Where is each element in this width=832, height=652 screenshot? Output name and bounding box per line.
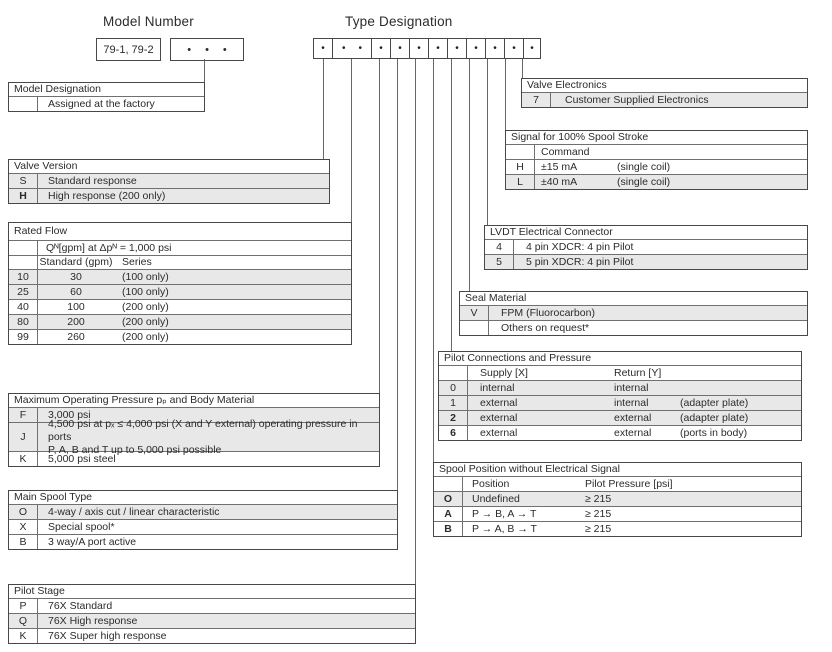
return-cell: internal [614,396,649,409]
code-cell: Q [9,614,38,628]
bullet-icon: • [321,43,325,54]
desc-cell: High response (200 only) [48,189,166,202]
value-cell: ±40 mA [541,175,578,188]
table-row [9,534,397,549]
bullet-icon: • [436,43,440,54]
table-row [434,506,801,521]
bullet-icon: • [358,43,363,54]
bullet-icon: • [379,43,383,54]
table-row [522,92,807,107]
code-cell [9,241,38,255]
code-cell: 6 [439,426,468,440]
code-cell: H [506,160,535,174]
table-row [9,451,379,466]
flow-formula: Qᴺ[gpm] at Δpᴺ = 1,000 psi [46,241,172,254]
valve-electronics-table [521,78,808,108]
table-row [9,519,397,534]
column-header: Return [Y] [614,366,662,379]
desc-cell: 4-way / axis cut / linear characteristic [48,505,220,518]
note-cell: (single coil) [617,160,671,173]
type-cell-spool-position [428,38,448,59]
series-cell: (100 only) [122,270,169,283]
pressure-cell: ≥ 215 [585,522,612,535]
spool-position-table [433,462,802,537]
table-title: Rated Flow [14,225,68,238]
column-header: Supply [X] [480,366,528,379]
table-row [9,329,351,344]
rated-flow-table [8,222,352,345]
lvdt-table [484,225,808,270]
code-cell [506,145,535,159]
type-cell-main-spool [390,38,410,59]
connector-line [204,59,205,82]
supply-cell: external [480,396,518,409]
table-row [9,269,351,284]
code-cell: 10 [9,270,38,284]
column-header: Standard (gpm) [39,256,113,269]
table-row [439,425,801,440]
code-cell: 7 [522,93,551,107]
table-row [460,320,807,335]
code-cell: 1 [439,396,468,410]
column-header: Series [122,256,152,269]
table-title: Maximum Operating Pressure pₚ and Body Material [14,394,255,407]
code-cell: O [434,492,463,506]
bullet-icon: • [455,43,459,54]
series-cell: (100 only) [122,285,169,298]
type-designation-cells [314,38,541,59]
table-title: Seal Material [465,292,527,305]
table-row [460,305,807,320]
desc-cell: 5 pin XDCR: 4 pin Pilot [526,255,634,268]
desc-cell: 76X Standard [48,599,113,612]
std-cell: 200 [67,315,85,328]
bullet-icon: • [530,43,534,54]
table-subheader [9,240,351,255]
desc-cell: 4 pin XDCR: 4 pin Pilot [526,240,634,253]
code-cell: 5 [485,255,514,269]
return-cell: internal [614,381,649,394]
main-spool-table [8,490,398,550]
table-row [439,410,801,425]
connector-line [351,59,352,222]
table-title: Valve Electronics [527,79,607,92]
pilot-stage-table [8,584,416,644]
table-row [9,173,329,188]
table-row [439,380,801,395]
bullet-icon: • [398,43,402,54]
type-cell-valve-version [313,38,333,59]
bullet-icon: • [474,43,478,54]
table-title: LVDT Electrical Connector [490,226,613,239]
pressure-cell: ≥ 215 [585,507,612,520]
table-row [506,159,807,174]
note-cell: (adapter plate) [680,396,749,409]
code-cell: L [506,175,535,189]
seal-material-table [459,291,808,336]
model-bullets-box [170,38,244,61]
supply-cell: internal [480,381,515,394]
note-cell: (adapter plate) [680,411,749,424]
table-title: Pilot Connections and Pressure [444,352,592,365]
bullet-icon: • [187,43,192,56]
type-cell-valve-electronics [523,38,541,59]
code-cell [9,97,38,111]
code-cell: P [9,599,38,613]
table-row [9,299,351,314]
table-row [485,239,807,254]
code-cell [460,321,489,335]
desc-cell [38,418,379,457]
std-cell: 30 [70,270,82,283]
code-cell: 0 [439,381,468,395]
type-cell-rated-flow [332,38,372,59]
series-cell: (200 only) [122,330,169,343]
code-cell: J [9,423,38,451]
table-subheader [9,255,351,269]
table-row [439,395,801,410]
table-row [485,254,807,269]
std-cell: 60 [70,285,82,298]
type-cell-max-pressure [371,38,391,59]
connector-line [451,59,452,351]
code-cell: A [434,507,463,521]
column-header: Position [472,477,510,490]
code-cell: F [9,408,38,422]
code-cell [434,477,463,491]
pressure-cell: ≥ 215 [585,492,612,505]
desc-cell: 76X Super high response [48,629,167,642]
code-cell: B [9,535,38,549]
column-header: Command [541,145,590,158]
connector-line [379,59,380,393]
table-row [9,598,415,613]
std-cell: 100 [67,300,85,313]
position-cell: P → A, B → T [472,522,537,535]
code-cell: 4 [485,240,514,254]
std-cell: 260 [67,330,85,343]
note-cell: (single coil) [617,175,671,188]
position-cell: Undefined [472,492,520,505]
table-title: Model Designation [14,83,101,96]
table-subheader [434,476,801,491]
bullet-icon: • [222,43,227,56]
model-number-box: 79-1, 79-2 [96,38,161,61]
type-cell-pilot-stage [409,38,429,59]
bullet-icon: • [341,43,346,54]
code-cell [439,366,468,380]
supply-cell: external [480,411,518,424]
desc-cell: FPM (Fluorocarbon) [501,306,595,319]
table-row [9,96,204,111]
table-title: Spool Position without Electrical Signal [439,463,620,476]
desc-cell: Special spool* [48,520,115,533]
bullet-icon: • [493,43,497,54]
value-cell: ±15 mA [541,160,578,173]
table-title: Valve Version [14,160,78,173]
table-row [9,504,397,519]
type-cell-pilot-connections [447,38,467,59]
column-header: Pilot Pressure [psi] [585,477,673,490]
table-row [9,188,329,203]
connector-line [522,59,523,78]
type-cell-seal [466,38,486,59]
connector-line [397,59,398,490]
table-row [434,521,801,536]
table-title: Signal for 100% Spool Stroke [511,131,649,144]
code-cell: S [9,174,38,188]
desc-cell: Others on request* [501,321,590,334]
connector-line [415,59,416,584]
valve-version-table [8,159,330,204]
position-cell: P → B, A → T [472,507,537,520]
desc-line: P, A, B and T up to 5,000 psi possible [48,443,222,456]
code-cell: V [460,306,489,320]
desc-cell: 76X High response [48,614,138,627]
desc-cell: 5,000 psi steel [48,452,116,465]
connector-line [469,59,470,291]
series-cell: (200 only) [122,300,169,313]
connector-line [505,59,506,130]
code-cell: H [9,189,38,203]
table-row [9,284,351,299]
code-cell: X [9,520,38,534]
table-row [434,491,801,506]
series-cell: (200 only) [122,315,169,328]
desc-cell: 3,000 psi [48,408,91,421]
desc-cell: Standard response [48,174,137,187]
return-cell: external [614,411,652,424]
code-cell: K [9,452,38,466]
model-number-title: Model Number [103,14,194,29]
desc-cell: Customer Supplied Electronics [565,93,709,106]
connector-line [487,59,488,225]
bullet-icon: • [512,43,516,54]
code-cell: K [9,629,38,643]
type-cell-signal [504,38,524,59]
supply-cell: external [480,426,518,439]
model-designation-table [8,82,205,112]
connector-line [433,59,434,462]
table-title: Main Spool Type [14,491,93,504]
desc-line: 4,500 psi at pₓ ≤ 4,000 psi (X and Y external) operating pressure in ports [48,417,358,443]
table-row [9,628,415,643]
return-cell: external [614,426,652,439]
bullet-icon: • [205,43,209,56]
type-cell-lvdt [485,38,505,59]
table-row [9,613,415,628]
code-cell: 40 [9,300,38,314]
type-designation-title: Type Designation [345,14,453,29]
table-subheader [439,365,801,380]
bullet-icon: • [417,43,421,54]
code-cell: O [9,505,38,519]
desc-cell: 3 way/A port active [48,535,137,548]
table-subheader [506,144,807,159]
table-title: Pilot Stage [14,585,65,598]
code-cell: 2 [439,411,468,425]
desc-cell: Assigned at the factory [48,97,155,110]
signal-table [505,130,808,190]
code-cell: 25 [9,285,38,299]
table-row [9,314,351,329]
connector-line [323,59,324,159]
code-cell: 99 [9,330,38,344]
max-pressure-table [8,393,380,467]
code-cell: 80 [9,315,38,329]
code-cell: B [434,522,463,536]
code-cell [9,256,38,269]
note-cell: (ports in body) [680,426,748,439]
pilot-connections-table [438,351,802,441]
table-row [9,417,379,456]
table-row [506,174,807,189]
